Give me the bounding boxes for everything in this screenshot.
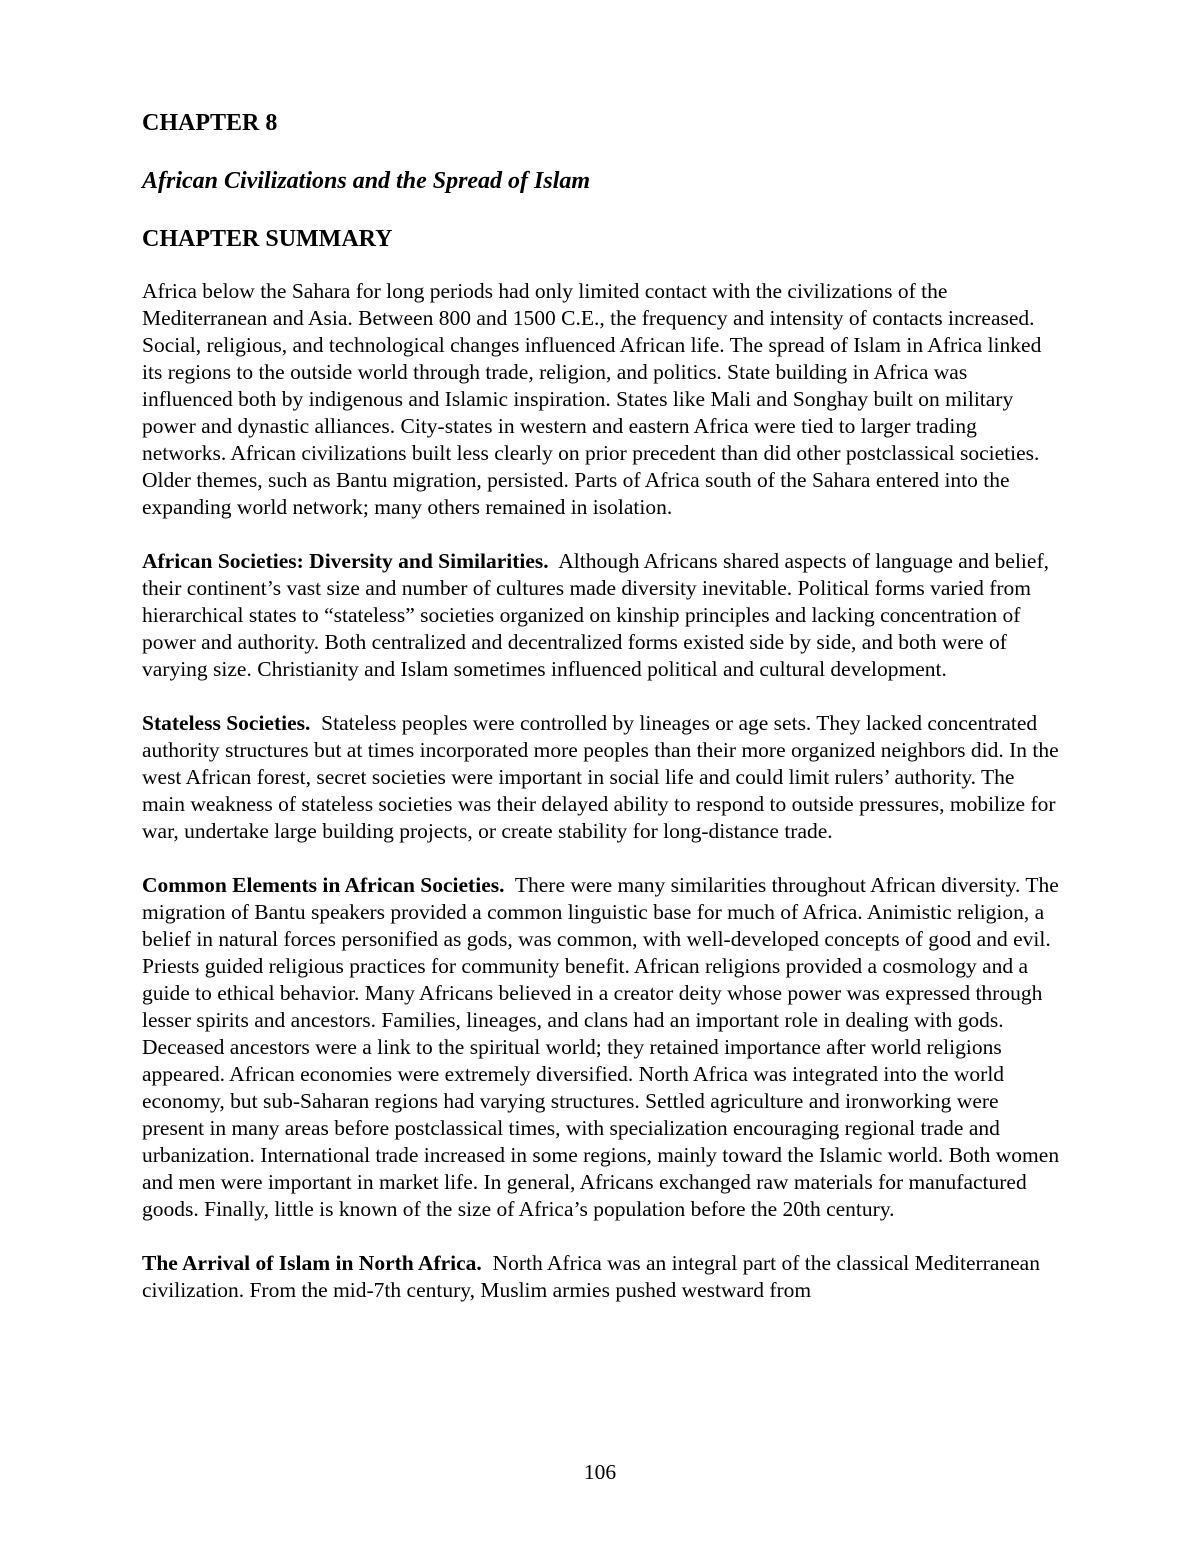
section-body: Stateless peoples were controlled by lineages or age sets. They lacked concentrated authority structures but at times incorporated more peoples than their more organized neighbors did. In the west African forest, secret societies were important in social life and could limit rulers’ authority. The main weakness of stateless societies was their delayed ability to respond to outside pressures, mobilize for war, undertake large building projects, or create stability for long-distance trade. [142, 711, 1059, 843]
chapter-title: African Civilizations and the Spread of Islam [142, 168, 591, 194]
section-body: North Africa was an integral part of the classical Mediterranean civilization. From the mid-7th century, Muslim armies pushed westward from [142, 1251, 1040, 1302]
section-stateless-societies [142, 710, 1062, 845]
section-heading: African Societies: Diversity and Similarities. [142, 549, 549, 573]
intro-paragraph: Africa below the Sahara for long periods had only limited contact with the civilizations of the Mediterranean and Asia. Between 800 and 1500 C.E., the frequency and intensity of contacts increased. Social, religious, and technological changes influenced African life. The spread of Islam in Africa linked its regions to the outside world through trade, religion, and politics. State building in Africa was influenced both by indigenous and Islamic inspiration. States like Mali and Songhay built on military power and dynastic alliances. City-states in western and eastern Africa were tied to larger trading networks. African civilizations built less clearly on prior precedent than did other postclassical societies. Older themes, such as Bantu migration, persisted. Parts of Africa south of the Sahara entered into the expanding world network; many others remained in isolation. [142, 279, 1042, 519]
section-heading: The Arrival of Islam in North Africa. [142, 1251, 482, 1275]
document-page [142, 108, 1062, 1331]
section-heading: Stateless Societies. [142, 711, 311, 735]
section-body: Although Africans shared aspects of language and belief, their continent’s vast size and number of cultures made diversity inevitable. Political forms varied from hierarchical states to “stateless” societies organized on kinship principles and lacking concentration of power and authority. Both centralized and decentralized forms existed side by side, and both were of varying size. Christianity and Islam sometimes influenced political and cultural development. [142, 549, 1049, 681]
chapter-number: CHAPTER 8 [142, 110, 278, 136]
section-arrival-of-islam [142, 1250, 1062, 1304]
section-body: There were many similarities throughout African diversity. The migration of Bantu speakers provided a common linguistic base for much of Africa. Animistic religion, a belief in natural forces personified as gods, was common, with well-developed concepts of good and evil. Priests guided religious practices for community benefit. African religions provided a cosmology and a guide to ethical behavior. Many Africans believed in a creator deity whose power was expressed through lesser spirits and ancestors. Families, lineages, and clans had an important role in dealing with gods. Deceased ancestors were a link to the spiritual world; they retained importance after world religions appeared. African economies were extremely diversified. North Africa was integrated into the world economy, but sub-Saharan regions had varying structures. Settled agriculture and ironworking were present in many areas before postclassical times, with specialization encouraging regional trade and urbanization. International trade increased in some regions, mainly toward the Islamic world. Both women and men were important in market life. In general, Africans exchanged raw materials for manufactured goods. Finally, little is known of the size of Africa’s population before the 20th century. [142, 873, 1060, 1221]
section-african-societies [142, 548, 1062, 683]
page-number: 106 [583, 1460, 617, 1484]
summary-heading: CHAPTER SUMMARY [142, 226, 393, 252]
section-common-elements [142, 872, 1062, 1223]
section-heading: Common Elements in African Societies. [142, 873, 505, 897]
